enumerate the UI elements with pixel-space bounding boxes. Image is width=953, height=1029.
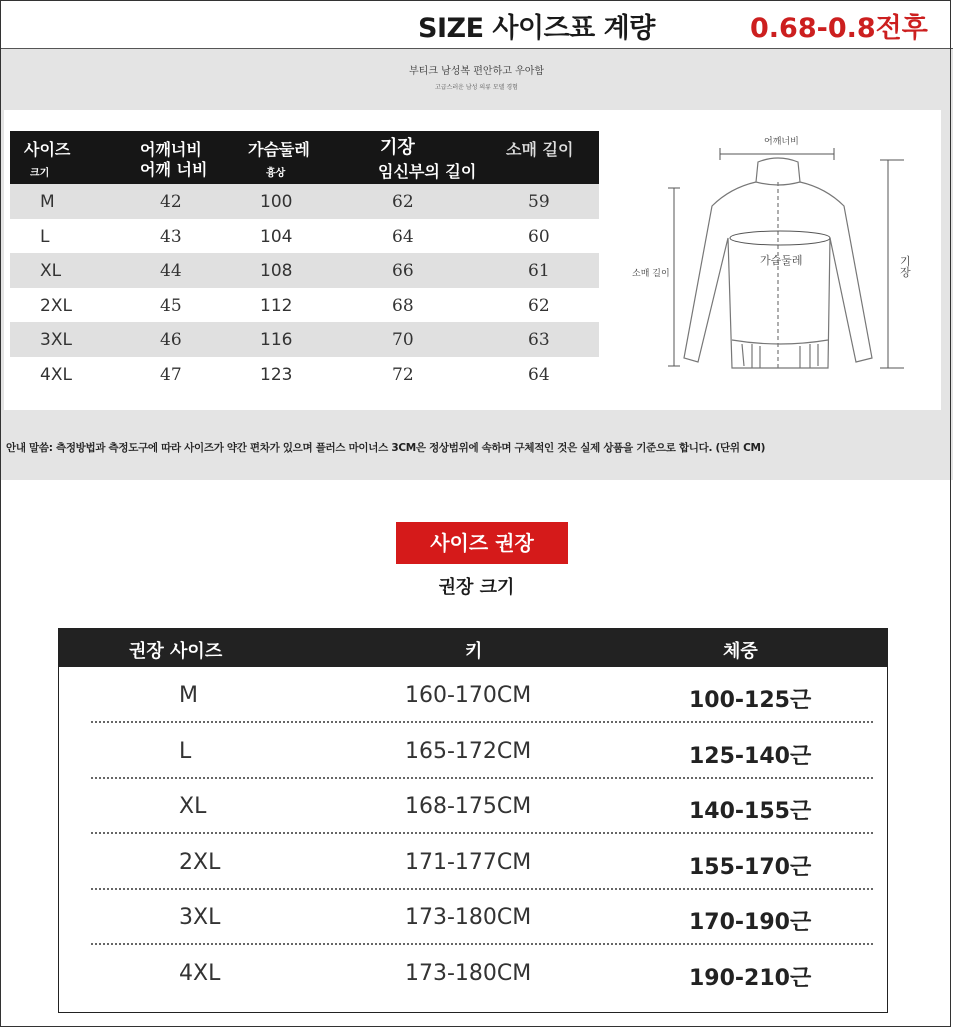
recommend-cell-weight: 170-190근 (689, 910, 812, 935)
recommend-table (58, 628, 888, 1013)
recommend-cell-size: 2XL (179, 849, 221, 875)
size-table-row (10, 219, 599, 254)
recommend-table-row (59, 947, 887, 1005)
size-cell-chest: 108 (260, 261, 293, 281)
row-divider (91, 943, 873, 945)
recommend-cell-weight: 140-155근 (689, 799, 812, 824)
header-weight-range: 0.68-0.8전후 (750, 13, 928, 44)
size-cell-chest: 123 (260, 364, 293, 385)
recommend-cell-height: 165-172CM (405, 738, 532, 764)
header-shoulder: 어깨너비 (140, 140, 202, 159)
recommend-cell-weight: 190-210근 (689, 965, 812, 991)
size-table (10, 131, 599, 391)
size-cell-sleeve: 61 (528, 261, 550, 281)
recommend-cell-height: 171-177CM (405, 849, 532, 875)
size-cell-chest: 100 (260, 192, 293, 212)
header-weight: 체중 (723, 641, 758, 662)
recommend-cell-weight: 155-170근 (689, 854, 812, 880)
size-table-row (10, 288, 599, 323)
header-length: 기장 (380, 137, 415, 158)
section-subnote: 고급스러운 남성 의류 모델 경험 (435, 84, 518, 91)
size-cell-length: 68 (392, 295, 414, 316)
size-cell-sleeve: 62 (528, 295, 550, 316)
size-cell-length: 64 (392, 226, 414, 247)
size-cell-chest: 116 (260, 330, 293, 350)
size-cell-sleeve: 59 (528, 192, 550, 212)
size-cell-size: 4XL (40, 364, 72, 385)
diagram-chest-label: 가슴둘레 (760, 254, 803, 267)
size-cell-length: 72 (392, 364, 414, 385)
size-cell-size: XL (40, 261, 62, 281)
recommend-cell-size: 4XL (179, 960, 221, 986)
size-table-header (10, 131, 599, 184)
size-cell-size: 3XL (40, 330, 72, 350)
diagram-sleeve-label: 소매 길이 (632, 269, 670, 279)
size-cell-shoulder: 43 (160, 226, 182, 247)
recommend-cell-height: 160-170CM (405, 683, 532, 708)
size-cell-size: 2XL (40, 295, 72, 316)
recommend-cell-size: L (179, 738, 192, 764)
diagram-length-label: 기장 (900, 255, 911, 279)
size-cell-sleeve: 63 (528, 330, 550, 350)
row-divider (91, 721, 873, 723)
recommend-cell-height: 168-175CM (405, 794, 532, 819)
recommend-badge: 사이즈 권장 (396, 522, 568, 564)
recommend-table-row (59, 836, 887, 894)
size-cell-chest: 104 (260, 226, 293, 247)
page-header (0, 0, 953, 49)
recommend-cell-size: 3XL (179, 905, 221, 930)
header-size: 사이즈 (24, 140, 71, 159)
recommend-cell-weight: 100-125근 (689, 688, 812, 713)
size-cell-shoulder: 44 (160, 261, 182, 281)
diagram-shoulder-label: 어깨너비 (764, 137, 799, 147)
recommend-table-header (59, 629, 887, 667)
recommend-cell-height: 173-180CM (405, 905, 532, 930)
recommend-cell-weight: 125-140근 (689, 743, 812, 769)
jacket-diagram (620, 118, 938, 408)
row-divider (91, 832, 873, 834)
recommend-subtitle: 권장 크기 (438, 577, 515, 598)
header-shoulder-sub: 어깨 너비 (140, 160, 208, 179)
header-sleeve: 소매 길이 (506, 140, 574, 159)
size-table-row (10, 253, 599, 288)
header-height: 키 (465, 641, 483, 662)
size-cell-shoulder: 47 (160, 364, 182, 385)
header-chest-sub: 흉상 (266, 168, 286, 179)
size-cell-chest: 112 (260, 295, 293, 316)
recommend-table-row (59, 891, 887, 949)
size-table-row (10, 322, 599, 357)
size-cell-shoulder: 46 (160, 330, 182, 350)
measurement-note: 안내 말씀: 측정방법과 측정도구에 따라 사이즈가 약간 편차가 있으며 플러스 마이너스 3CM은 정상범위에 속하며 구체적인 것은 실제 상품을 기준으로 합니다. (단위 CM) (6, 442, 766, 454)
recommend-table-row (59, 780, 887, 838)
header-length-sub: 임신부의 길이 (378, 162, 477, 181)
recommend-table-row (59, 669, 887, 727)
size-table-row (10, 184, 599, 219)
recommend-cell-size: M (179, 683, 198, 708)
size-table-body (10, 184, 599, 391)
row-divider (91, 777, 873, 779)
row-divider (91, 888, 873, 890)
size-cell-length: 62 (392, 192, 414, 212)
size-cell-length: 66 (392, 261, 414, 281)
size-cell-sleeve: 64 (528, 364, 550, 385)
header-chest: 가슴둘레 (248, 140, 310, 159)
recommend-cell-size: XL (179, 794, 207, 819)
recommend-cell-height: 173-180CM (405, 960, 532, 986)
size-table-row (10, 357, 599, 392)
size-cell-shoulder: 45 (160, 295, 182, 316)
header-title: SIZE 사이즈표 계량 (418, 13, 655, 44)
recommend-table-row (59, 725, 887, 783)
section-subtitle: 부티크 남성복 편안하고 우아함 (408, 66, 545, 77)
size-cell-length: 70 (392, 330, 414, 350)
header-recommend-size: 권장 사이즈 (129, 641, 223, 662)
size-cell-shoulder: 42 (160, 192, 182, 212)
header-size-sub: 크기 (30, 168, 50, 179)
size-cell-sleeve: 60 (528, 226, 550, 247)
size-cell-size: L (40, 226, 50, 247)
size-cell-size: M (40, 192, 55, 212)
